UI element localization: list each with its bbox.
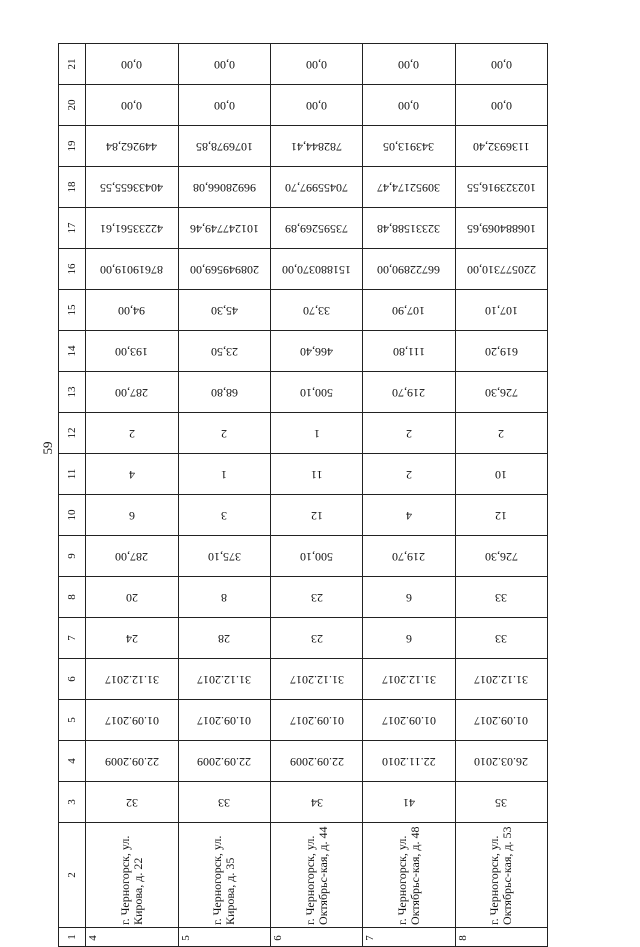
cell-value: 32331588,48: [377, 221, 441, 236]
cell-value: 31.12.2017: [197, 672, 252, 687]
column-number: 7: [66, 635, 79, 641]
column-number-cell: [59, 454, 86, 495]
value-cell: [270, 208, 362, 249]
value-cell: [363, 167, 455, 208]
cell-value: 0,00: [121, 98, 143, 113]
value-cell: [178, 372, 270, 413]
column-number-cell: [59, 823, 86, 928]
column-number: 3: [66, 799, 79, 805]
cell-value: 31.12.2017: [104, 672, 159, 687]
cell-value: 3: [221, 508, 228, 523]
registry-table-body: [58, 43, 548, 947]
value-cell: [178, 741, 270, 782]
cell-value: 466,40: [300, 344, 334, 359]
value-cell: [455, 782, 547, 823]
cell-value: 0,00: [490, 98, 512, 113]
value-cell: [455, 85, 547, 126]
cell-value: 31.12.2017: [381, 672, 436, 687]
value-cell: [86, 536, 178, 577]
value-cell: [455, 618, 547, 659]
registry-table: [58, 43, 548, 941]
cell-value: 151880370,00: [282, 262, 352, 277]
cell-value: 30952174,47: [377, 180, 441, 195]
value-cell: [178, 413, 270, 454]
cell-value: 2: [498, 426, 505, 441]
value-cell: [455, 167, 547, 208]
address-text: г. Черногорск, ул. Кирова, д. 35: [210, 835, 238, 925]
value-cell: [86, 126, 178, 167]
value-cell: [86, 495, 178, 536]
cell-value: 20: [125, 590, 138, 605]
cell-value: 01.09.2017: [104, 713, 159, 728]
column-number: 6: [66, 676, 79, 682]
value-cell: [363, 700, 455, 741]
cell-value: 8: [221, 590, 228, 605]
cell-value: 193,00: [115, 344, 149, 359]
address-cell: [455, 823, 547, 928]
table-row: [59, 249, 548, 290]
column-number: 19: [66, 140, 79, 152]
cell-value: 101247749,46: [189, 221, 259, 236]
value-cell: [178, 782, 270, 823]
value-cell: [86, 741, 178, 782]
value-cell: [455, 741, 547, 782]
value-cell: [455, 536, 547, 577]
table-row: [59, 659, 548, 700]
column-number-cell: [59, 413, 86, 454]
value-cell: [86, 782, 178, 823]
address-cell: [363, 823, 455, 928]
value-cell: [178, 44, 270, 85]
address-cell: [270, 823, 362, 928]
cell-value: 23: [310, 631, 323, 646]
table-row: [59, 85, 548, 126]
column-number: 10: [66, 509, 79, 521]
value-cell: [270, 85, 362, 126]
value-cell: [455, 331, 547, 372]
address-text: г. Черногорск, ул. Октябрьс-кая, д. 44: [302, 826, 330, 925]
value-cell: [455, 577, 547, 618]
value-cell: [455, 372, 547, 413]
value-cell: [270, 372, 362, 413]
table-row: [59, 782, 548, 823]
cell-value: 01.09.2017: [289, 713, 344, 728]
cell-value: 33: [218, 795, 231, 810]
cell-value: 28: [218, 631, 231, 646]
cell-value: 0,00: [398, 98, 420, 113]
table-row: [59, 741, 548, 782]
value-cell: [86, 577, 178, 618]
cell-value: 10: [495, 467, 508, 482]
value-cell: [363, 536, 455, 577]
value-cell: [86, 413, 178, 454]
cell-value: 1: [221, 467, 228, 482]
column-number-cell: [59, 167, 86, 208]
value-cell: [178, 208, 270, 249]
cell-value: 33: [495, 590, 508, 605]
value-cell: [363, 249, 455, 290]
table-row: [59, 823, 548, 928]
row-id-cell: [455, 928, 547, 947]
row-id-cell: [270, 928, 362, 947]
column-number-cell: [59, 290, 86, 331]
value-cell: [86, 249, 178, 290]
value-cell: [178, 85, 270, 126]
cell-value: 343913,05: [383, 139, 435, 154]
cell-value: 0,00: [213, 98, 235, 113]
cell-value: 23,50: [210, 344, 238, 359]
cell-value: 23: [310, 590, 323, 605]
address-cell: [178, 823, 270, 928]
column-number-cell: [59, 577, 86, 618]
cell-value: 500,10: [300, 385, 334, 400]
column-number-cell: [59, 249, 86, 290]
value-cell: [363, 413, 455, 454]
cell-value: 619,20: [484, 344, 518, 359]
cell-value: 41: [402, 795, 415, 810]
cell-value: 87619019,00: [100, 262, 164, 277]
cell-value: 375,10: [207, 549, 241, 564]
cell-value: 22.11.2010: [382, 754, 436, 769]
value-cell: [270, 782, 362, 823]
value-cell: [270, 741, 362, 782]
cell-value: 4: [405, 508, 412, 523]
value-cell: [86, 331, 178, 372]
cell-value: 0,00: [121, 57, 143, 72]
cell-value: 94,00: [118, 303, 146, 318]
value-cell: [178, 167, 270, 208]
table-row: [59, 495, 548, 536]
address-cell: [86, 823, 178, 928]
row-id: 7: [364, 934, 377, 941]
value-cell: [270, 659, 362, 700]
address-text: г. Черногорск, ул. Октябрьс-кая, д. 48: [394, 826, 422, 925]
column-number: 13: [66, 386, 79, 398]
value-cell: [86, 208, 178, 249]
value-cell: [455, 44, 547, 85]
column-number-cell: [59, 618, 86, 659]
cell-value: 45,30: [210, 303, 238, 318]
cell-value: 70455997,70: [285, 180, 349, 195]
value-cell: [178, 700, 270, 741]
page-number: 59: [40, 441, 55, 455]
table-row: [59, 577, 548, 618]
column-number: 11: [66, 468, 79, 480]
cell-value: 31.12.2017: [474, 672, 529, 687]
value-cell: [363, 741, 455, 782]
column-number: 14: [66, 345, 79, 357]
column-number: 9: [66, 553, 79, 559]
column-number-cell: [59, 495, 86, 536]
table-row: [59, 208, 548, 249]
value-cell: [270, 618, 362, 659]
cell-value: 287,00: [115, 549, 149, 564]
address-text: г. Черногорск, ул. Октябрьс-кая, д. 53: [487, 826, 515, 925]
value-cell: [86, 618, 178, 659]
cell-value: 219,70: [392, 385, 426, 400]
value-cell: [363, 782, 455, 823]
cell-value: 107,90: [392, 303, 426, 318]
column-number: 16: [66, 263, 79, 275]
cell-value: 208949569,00: [189, 262, 259, 277]
cell-value: 449262,84: [106, 139, 158, 154]
row-id: 8: [456, 934, 469, 941]
value-cell: [363, 577, 455, 618]
cell-value: 33: [495, 631, 508, 646]
cell-value: 11: [310, 467, 323, 482]
value-cell: [363, 290, 455, 331]
column-number: 8: [66, 594, 79, 600]
cell-value: 1076978,85: [195, 139, 253, 154]
value-cell: [178, 454, 270, 495]
cell-value: 66722890,00: [377, 262, 441, 277]
table-row: [59, 618, 548, 659]
value-cell: [455, 495, 547, 536]
value-cell: [270, 454, 362, 495]
value-cell: [270, 249, 362, 290]
cell-value: 0,00: [398, 57, 420, 72]
value-cell: [363, 85, 455, 126]
value-cell: [178, 331, 270, 372]
cell-value: 34: [310, 795, 323, 810]
value-cell: [178, 577, 270, 618]
cell-value: 2: [405, 426, 412, 441]
column-number: 21: [66, 58, 79, 70]
column-number: 17: [66, 222, 79, 234]
value-cell: [363, 495, 455, 536]
cell-value: 1136932,40: [473, 139, 530, 154]
cell-value: 2: [221, 426, 228, 441]
value-cell: [270, 126, 362, 167]
cell-value: 726,30: [484, 385, 518, 400]
cell-value: 0,00: [213, 57, 235, 72]
value-cell: [455, 249, 547, 290]
cell-value: 4: [128, 467, 135, 482]
cell-value: 2: [405, 467, 412, 482]
cell-value: 33,70: [303, 303, 331, 318]
value-cell: [86, 44, 178, 85]
cell-value: 31.12.2017: [289, 672, 344, 687]
value-cell: [178, 618, 270, 659]
value-cell: [363, 618, 455, 659]
column-number: 18: [66, 181, 79, 193]
cell-value: 782844,41: [291, 139, 343, 154]
value-cell: [178, 126, 270, 167]
row-id-cell: [178, 928, 270, 947]
table-row: [59, 454, 548, 495]
value-cell: [270, 44, 362, 85]
value-cell: [455, 290, 547, 331]
column-number-cell: [59, 85, 86, 126]
cell-value: 40433655,55: [100, 180, 164, 195]
value-cell: [86, 454, 178, 495]
value-cell: [178, 536, 270, 577]
value-cell: [363, 659, 455, 700]
cell-value: 219,70: [392, 549, 426, 564]
column-number-cell: [59, 928, 86, 947]
value-cell: [455, 454, 547, 495]
cell-value: 0,00: [306, 98, 328, 113]
column-number-cell: [59, 659, 86, 700]
column-number: 5: [66, 717, 79, 723]
table-row: [59, 126, 548, 167]
cell-value: 22.09.2009: [104, 754, 159, 769]
cell-value: 22.09.2009: [289, 754, 344, 769]
table-row: [59, 413, 548, 454]
column-number-cell: [59, 782, 86, 823]
cell-value: 111,80: [392, 344, 425, 359]
value-cell: [455, 413, 547, 454]
value-cell: [270, 536, 362, 577]
value-cell: [86, 372, 178, 413]
value-cell: [178, 249, 270, 290]
cell-value: 287,00: [115, 385, 149, 400]
row-id-cell: [363, 928, 455, 947]
cell-value: 6: [128, 508, 135, 523]
row-id: 5: [179, 934, 192, 941]
column-number: 15: [66, 304, 79, 316]
value-cell: [363, 126, 455, 167]
column-number: 20: [66, 99, 79, 111]
table-row: [59, 331, 548, 372]
cell-value: 1: [313, 426, 320, 441]
cell-value: 96928066,08: [192, 180, 256, 195]
column-number: 2: [66, 872, 79, 878]
cell-value: 22.09.2009: [197, 754, 252, 769]
cell-value: 107,10: [484, 303, 518, 318]
table-row: [59, 167, 548, 208]
column-number: 4: [66, 758, 79, 764]
value-cell: [178, 659, 270, 700]
cell-value: 500,10: [300, 549, 334, 564]
column-number: 12: [66, 427, 79, 439]
value-cell: [86, 85, 178, 126]
value-cell: [455, 700, 547, 741]
cell-value: 6: [405, 631, 412, 646]
value-cell: [270, 290, 362, 331]
value-cell: [270, 331, 362, 372]
cell-value: 12: [310, 508, 323, 523]
address-text: г. Черногорск, ул. Кирова, д. 22: [117, 835, 145, 925]
column-number-cell: [59, 126, 86, 167]
cell-value: 68,80: [210, 385, 238, 400]
row-id: 4: [87, 934, 100, 941]
value-cell: [455, 659, 547, 700]
cell-value: 26.03.2010: [474, 754, 529, 769]
value-cell: [363, 454, 455, 495]
value-cell: [455, 126, 547, 167]
value-cell: [270, 700, 362, 741]
column-number-cell: [59, 741, 86, 782]
value-cell: [363, 372, 455, 413]
value-cell: [86, 167, 178, 208]
cell-value: 12: [495, 508, 508, 523]
value-cell: [363, 44, 455, 85]
column-number-cell: [59, 44, 86, 85]
column-number-cell: [59, 208, 86, 249]
value-cell: [270, 495, 362, 536]
cell-value: 32: [125, 795, 138, 810]
cell-value: 01.09.2017: [381, 713, 436, 728]
cell-value: 102323916,55: [466, 180, 536, 195]
value-cell: [86, 290, 178, 331]
cell-value: 726,30: [484, 549, 518, 564]
value-cell: [270, 577, 362, 618]
cell-value: 01.09.2017: [197, 713, 252, 728]
cell-value: 106884069,65: [466, 221, 536, 236]
table-row: [59, 372, 548, 413]
value-cell: [455, 208, 547, 249]
cell-value: 24: [125, 631, 138, 646]
value-cell: [178, 290, 270, 331]
table-row: [59, 536, 548, 577]
cell-value: 01.09.2017: [474, 713, 529, 728]
row-id: 6: [271, 934, 284, 941]
table-row: [59, 700, 548, 741]
cell-value: 220577310,00: [466, 262, 536, 277]
column-number-cell: [59, 700, 86, 741]
cell-value: 42233561,61: [100, 221, 164, 236]
cell-value: 6: [405, 590, 412, 605]
column-number-cell: [59, 331, 86, 372]
value-cell: [270, 413, 362, 454]
value-cell: [270, 167, 362, 208]
value-cell: [86, 659, 178, 700]
cell-value: 0,00: [490, 57, 512, 72]
cell-value: 2: [128, 426, 135, 441]
cell-value: 0,00: [306, 57, 328, 72]
cell-value: 73595269,89: [285, 221, 349, 236]
column-number-cell: [59, 536, 86, 577]
row-id-cell: [86, 928, 178, 947]
table-row: [59, 44, 548, 85]
cell-value: 35: [495, 795, 508, 810]
value-cell: [178, 495, 270, 536]
value-cell: [86, 700, 178, 741]
column-number-cell: [59, 372, 86, 413]
column-number: 1: [66, 934, 79, 940]
value-cell: [363, 208, 455, 249]
table-row: [59, 928, 548, 947]
value-cell: [363, 331, 455, 372]
table-row: [59, 290, 548, 331]
